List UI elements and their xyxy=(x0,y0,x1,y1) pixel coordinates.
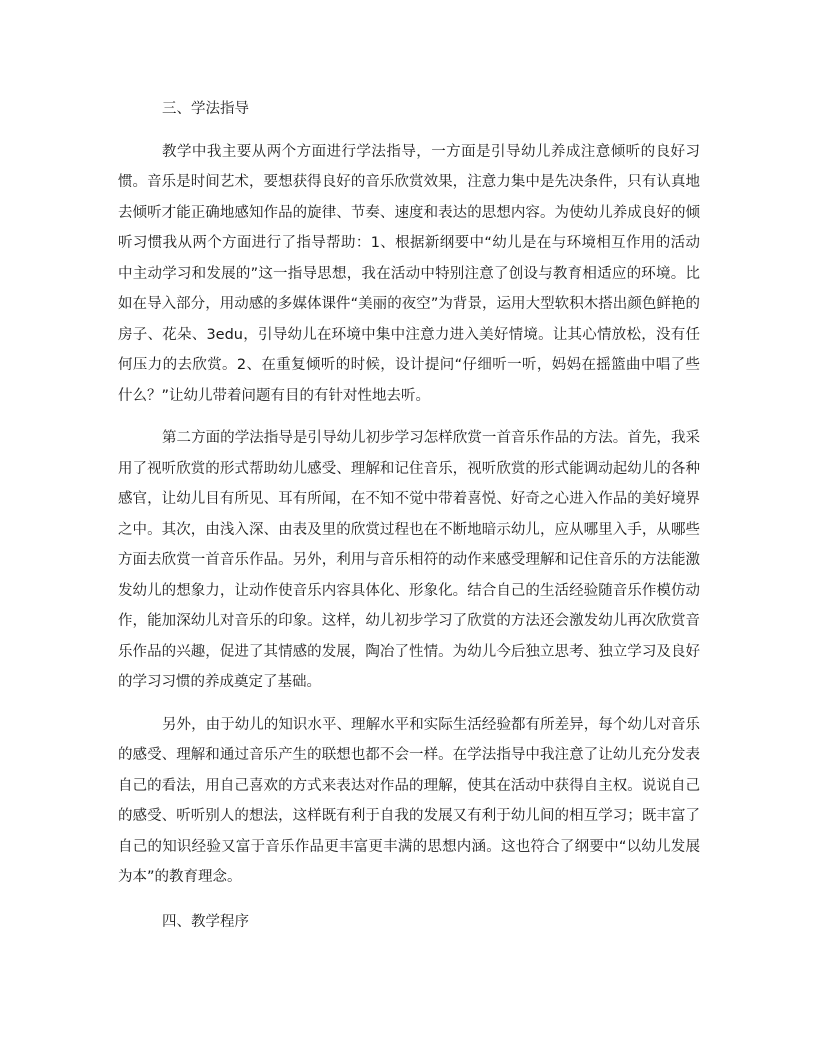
paragraph-individual-differences: 另外，由于幼儿的知识水平、理解水平和实际生活经验都有所差异，每个幼儿对音乐的感受、理解和通过音乐产生的联想也都不会一样。在学法指导中我注意了让幼儿充分发表自己的看法，用自己喜欢的方式来表达对作品的理解，使其在活动中获得自主权。说说自己的感受、听听别人的想法，这样既有利于自我的发展又有利于幼儿间的相互学习；既丰富了自己的知识经验又富于音乐作品更丰富更丰满的思想内涵。这也符合了纲要中“以幼儿发展为本”的教育理念。 xyxy=(118,716,700,885)
paragraph-appreciation-methods: 第二方面的学法指导是引导幼儿初步学习怎样欣赏一首音乐作品的方法。首先，我采用了视听欣赏的形式帮助幼儿感受、理解和记住音乐，视听欣赏的形式能调动起幼儿的各种感官，让幼儿目有所见、耳有所闻，在不知不觉中带着喜悦、好奇之心进入作品的美好境界之中。其次，由浅入深、由表及里的欣赏过程也在不断地暗示幼儿，应从哪里入手，从哪些方面去欣赏一首音乐作品。另外，利用与音乐相符的动作来感受理解和记住音乐的方法能激发幼儿的想象力，让动作使音乐内容具体化、形象化。结合自己的生活经验随音乐作模仿动作，能加深幼儿对音乐的印象。这样，幼儿初步学习了欣赏的方法还会激发幼儿再次欣赏音乐作品的兴趣，促进了其情感的发展，陶冶了性情。为幼儿今后独立思考、独立学习及良好的学习习惯的养成奠定了基础。 xyxy=(118,430,700,690)
section-heading-teaching-procedure: 四、教学程序 xyxy=(162,913,249,930)
spacer xyxy=(118,125,700,137)
spacer xyxy=(118,698,700,710)
document-body xyxy=(118,94,700,937)
spacer xyxy=(118,893,700,907)
section-heading-learning-guidance: 三、学法指导 xyxy=(162,101,249,117)
paragraph-listening-habits: 教学中我主要从两个方面进行学法指导，一方面是引导幼儿养成注意倾听的良好习惯。音乐是时间艺术，要想获得良好的音乐欣赏效果，注意力集中是先决条件，只有认真地去倾听才能正确地感知作品的旋律、节奏、速度和表达的思想内容。为使幼儿养成良好的倾听习惯我从两个方面进行了指导帮助：1、根据新纲要中“幼儿是在与环境相互作用的活动中主动学习和发展的”这一指导思想，我在活动中特别注意了创设与教育相适应的环境。比如在导入部分，用动感的多媒体课件“美丽的夜空”为背景，运用大型软积木搭出颜色鲜艳的房子、花朵、3edu，引导幼儿在环境中集中注意力进入美好情境。让其心情放松，没有任何压力的去欣赏。2、在重复倾听的时候，设计提问“仔细听一听，妈妈在摇篮曲中唱了些什么？”让幼儿带着问题有目的有针对性地去听。 xyxy=(118,143,700,404)
spacer xyxy=(118,411,700,423)
